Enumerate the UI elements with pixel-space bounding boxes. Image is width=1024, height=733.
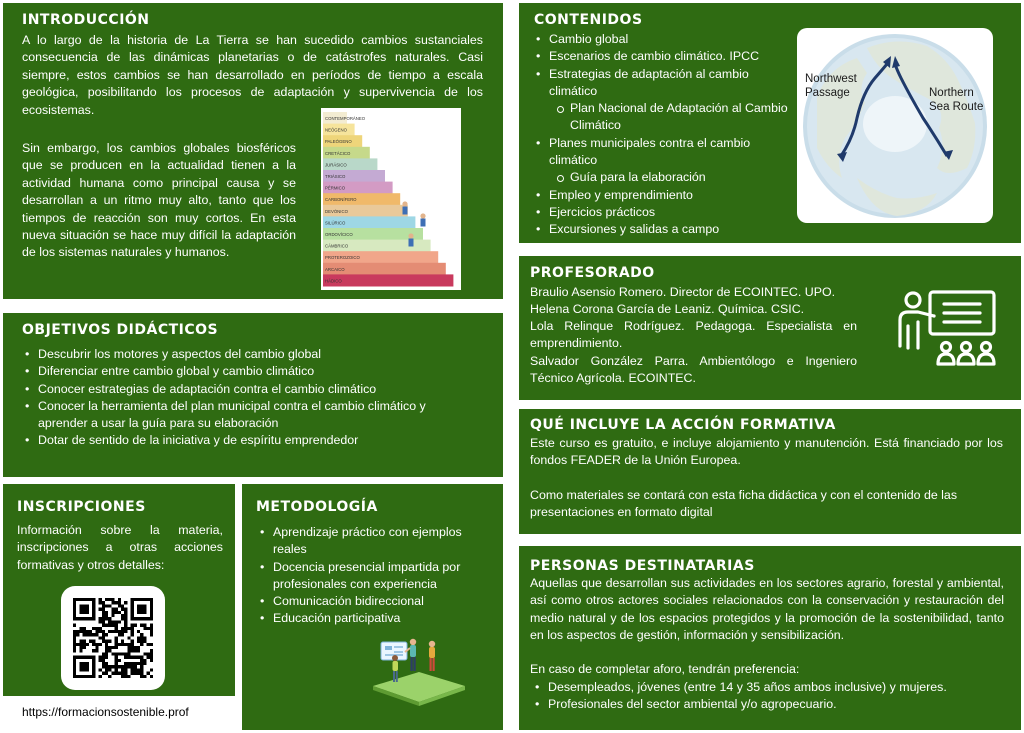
climber-figure [408,233,413,238]
stratum-label: PÉRMICO [325,185,346,191]
metodologia-panel [242,484,503,730]
contenido-label: Cambio global [549,32,629,46]
incluye-title: QUÉ INCLUYE LA ACCIÓN FORMATIVA [530,417,836,433]
contenido-item [535,48,790,65]
metodologia-item: • Educación participativa [259,610,484,627]
contenido-item [535,66,790,135]
stratum-label: DEVÓNICO [325,208,348,214]
objetivo-item: • Dotar de sentido de la iniciativa y de espíritu emprendedor [24,432,474,449]
intro-panel [3,3,503,299]
objetivos-title: OBJETIVOS DIDÁCTICOS [22,322,219,338]
stratum-label: CÁMBRICO [325,243,349,249]
contenido-item [535,204,790,221]
contenido-label: Ejercicios prácticos [549,204,656,219]
stratum-label: NEÓGENO [325,127,347,133]
intro-paragraph-1: A lo largo de la historia de La Tierra se han sucedido cambios sustanciales consecuencia de las dinámicas planetarias o de catástrofes naturales. Casi siempre, estos cambios se han desarrollado en períodos de tiempo a escala geológica, posibilitando los procesos de adaptación y supervivencia de los ecosistemas. [22,33,483,117]
stratum-label: CARBONÍFERO [325,197,357,203]
profesor-4: Salvador González Parra. Ambientólogo e Ingeniero Técnico Agrícola. ECOINTEC. [530,354,857,386]
metodologia-list [259,524,484,628]
intro-title: INTRODUCCIÓN [22,12,150,28]
destinatarias-panel [519,546,1021,730]
contenido-label: Escenarios de cambio climático. IPCC [549,49,760,64]
incluye-panel [519,409,1021,534]
contenido-item [535,221,790,238]
stratum-label: ORDOVÍCICO [325,232,353,237]
contenido-label: Estrategias de adaptación al cambio climático [549,66,749,98]
destinatarias-title: PERSONAS DESTINATARIAS [530,558,755,574]
profesor-2: Helena Corona García de Leaniz. Química. CSIC. [530,302,805,316]
metodologia-title: METODOLOGÍA [256,499,378,515]
inscripciones-link[interactable]: https://formacionsostenible.prof [22,705,189,719]
geologic-strata-illustration [321,108,461,290]
metodologia-item: • Aprendizaje práctico con ejemplos reales [259,524,484,559]
contenido-label: Empleo y emprendimiento [549,187,693,202]
contenidos-list [535,31,790,239]
qr-code[interactable] [61,586,165,690]
stratum-label: PALEÓGENO [325,139,352,145]
stratum-layer [323,274,453,286]
destinataria-item: • Desempleados, jóvenes (entre 14 y 35 años ambos inclusive) y mujeres. [534,679,1004,696]
profesorado-title: PROFESORADO [530,265,655,281]
intro-paragraph-2: Sin embargo, los cambios globales biosféricos que se producen en la actualidad tienen a la actividad humana como principal causa y se desarrollan a un ritmo muy alto, tanto que los tiempos de reacción son muy cortos. En esta nueva situación se hace muy difícil la adaptación de los sistemas naturales y humanos. [22,141,296,260]
destinatarias-paragraph-1: Aquellas que desarrollan sus actividades en los sectores agrario, forestal y ambiental, así como otros actores sociales relacionados con la conservación y restauración del medio natural y de los espacios protegidos y la promoción de la sostenibilidad, tanto en los aspectos de gestión, información y sensibilización. [530,576,1004,643]
stratum-label: HÁDICO [325,278,342,284]
inscripciones-text: Información sobre la materia, inscripciones a otras acciones formativas y otros detalles: [17,523,223,572]
stratum-label: PROTEROZOICO [325,255,360,261]
contenidos-title: CONTENIDOS [534,12,643,28]
objetivo-item: • Diferenciar entre cambio global y cambio climático [24,363,474,380]
stratum-label: ARCAICO [325,266,345,272]
profesor-3: Lola Relinque Rodríguez. Pedagoga. Especialista en emprendimiento. [530,319,857,351]
contenido-subitem: Guía para la elaboración [555,169,790,186]
team-presentation-illustration [367,632,467,708]
contenidos-panel [519,3,1021,243]
objetivo-item: • Conocer estrategias de adaptación contra el cambio climático [24,381,474,398]
metodologia-item: • Comunicación bidireccional [259,593,484,610]
contenido-item [535,187,790,204]
stratum-label: SILÚRICO [325,220,346,226]
arctic-map [797,28,993,223]
incluye-paragraph-1: Este curso es gratuito, e incluye alojamiento y manutención. Está financiado por los fondos FEADER de la Unión Europea. [530,436,1003,468]
map-label-northern: Northern Sea Route [929,87,984,113]
teacher-board-icon [894,286,998,374]
profesorado-panel [519,256,1021,400]
contenido-label: Planes municipales contra el cambio climático [549,135,751,168]
objetivo-item: • Conocer la herramienta del plan municipal contra el cambio climático y aprender a usar la guía para su elaboración [24,398,474,433]
inscripciones-title: INSCRIPCIONES [17,499,146,515]
destinatarias-list [534,679,1004,714]
stratum-label: CRETÁCICO [325,150,351,156]
objetivos-list [24,346,474,450]
contenido-item [535,31,790,48]
profesor-1: Braulio Asensio Romero. Director de ECOINTEC. UPO. [530,285,836,299]
contenido-label: Excursiones y salidas a campo [549,222,720,237]
incluye-paragraph-2: Como materiales se contará con esta ficha didáctica y con el contenido de las presentaciones en formato digital [530,488,958,520]
stratum-label: JURÁSICO [325,162,347,168]
climber-figure [402,201,407,206]
destinatarias-paragraph-2: En caso de completar aforo, tendrán preferencia: [530,662,800,676]
objetivo-item: • Descubrir los motores y aspectos del cambio global [24,346,474,363]
objetivos-panel [3,313,503,477]
destinataria-item: • Profesionales del sector ambiental y/o agropecuario. [534,696,1004,713]
map-label-northwest: Northwest Passage [805,73,857,99]
stratum-label: TRIÁSICO [325,174,346,179]
contenido-item [535,135,790,187]
stratum-label: CONTEMPORÁNEO [325,116,366,121]
contenido-subitem: Plan Nacional de Adaptación al Cambio Climático [555,100,790,135]
inscripciones-panel [3,484,235,730]
metodologia-item: • Docencia presencial impartida por profesionales con experiencia [259,559,484,594]
climber-figure [420,213,425,218]
